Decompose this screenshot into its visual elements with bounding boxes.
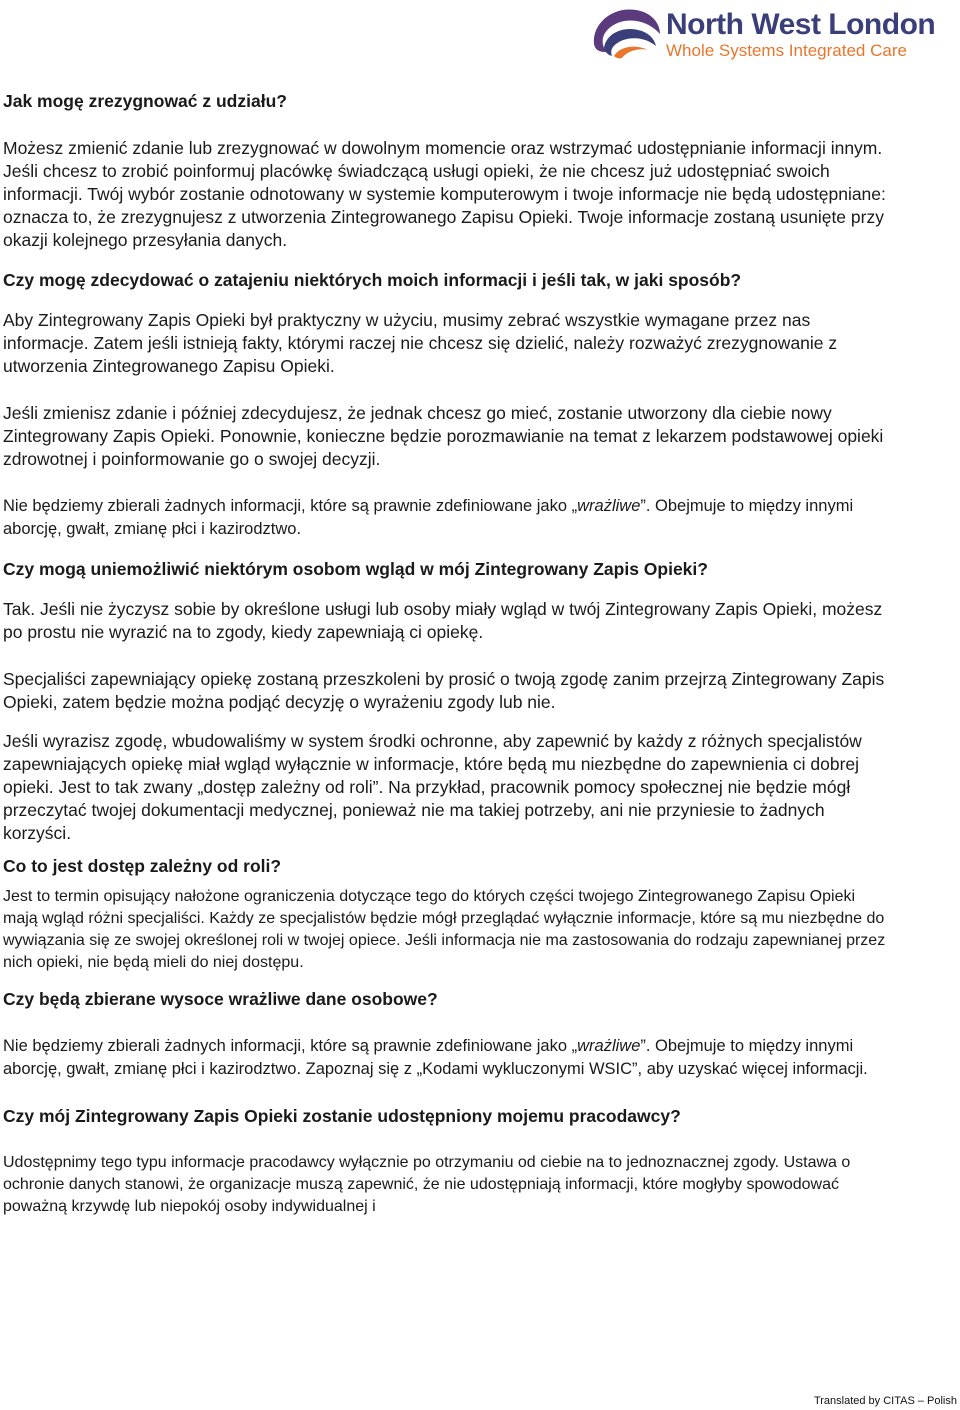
heading-sensitive-data: Czy będą zbierane wysoce wrażliwe dane osobowe? — [3, 989, 438, 1009]
document-body — [3, 90, 893, 1218]
paragraph-role-based-definition: Jest to termin opisujący nałożone ograniczenia dotyczące tego do których części twojego Zintegrowanego Zapisu Opieki mają wgląd różni specjaliści. Każdy ze specjalistów będzie mógł przeglądać wyłącznie informacje, które są mu niezbędne do wywiązania się ze swojej określonej roli w twojej opiece. Jeśli informacja nie ma zastosowania do rodzaju zapewnianej przez nich opieki, nie będą mieli do niej dostępu. — [3, 888, 886, 971]
paragraph-sensitive-2: Nie będziemy zbierali żadnych informacji, które są prawnie zdefiniowane jako „wrażliwe”. Obejmuje to między innymi aborcję, gwałt, zmianę płci i kazirodztwo. Zapoznaj się z „Kodami wykluczonymi WSIC”, aby uzyskać więcej informacji. — [3, 1037, 868, 1078]
heading-opt-out: Jak mogę zrezygnować z udziału? — [3, 91, 287, 111]
logo-subtitle: Whole Systems Integrated Care — [666, 41, 907, 60]
paragraph-sensitive-1: Nie będziemy zbierali żadnych informacji, które są prawnie zdefiniowane jako „wrażliwe”. Obejmuje to między innymi aborcję, gwałt, zmianę płci i kazirodztwo. — [3, 497, 854, 538]
heading-employer: Czy mój Zintegrowany Zapis Opieki zostanie udostępniony mojemu pracodawcy? — [3, 1106, 681, 1126]
logo-swirl-icon — [588, 4, 662, 66]
paragraph-opt-out: Możesz zmienić zdanie lub zrezygnować w dowolnym momencie oraz wstrzymać udostępnianie informacji innym. Jeśli chcesz to zrobić poinformuj placówkę świadczącą usługi opieki, że nie chcesz już udostępniać swoich informacji. Twój wybór zostanie odnotowany w systemie komputerowym i twoje informacje nie będą udostępniane: oznacza to, że zrezygnujesz z utworzenia Zintegrowanego Zapisu Opieki. Twoje informacje zostaną usunięte przy okazji kolejnego przesyłania danych. — [3, 138, 886, 250]
paragraph-consent: Specjaliści zapewniający opiekę zostaną przeszkoleni by prosić o twoją zgodę zanim przejrzą Zintegrowany Zapis Opieki, zatem będzie można podjąć decyzję o wyrażeniu zgody lub nie. — [3, 669, 885, 712]
footer-credit: Translated by CITAS – Polish — [813, 1395, 957, 1407]
paragraph-withhold: Aby Zintegrowany Zapis Opieki był praktyczny w użyciu, musimy zebrać wszystkie wymagane przez nas informacje. Zatem jeśli istnieją fakty, którymi raczej nie chcesz się dzielić, należy rozważyć zrezygnowanie z utworzenia Zintegrowanego Zapisu Opieki. — [3, 310, 838, 376]
heading-withhold: Czy mogę zdecydować o zatajeniu niektórych moich informacji i jeśli tak, w jaki sposób? — [3, 270, 742, 290]
paragraph-role-based: Jeśli wyrazisz zgodę, wbudowaliśmy w system środki ochronne, aby zapewnić by każdy z różnych specjalistów zapewniających opiekę miał wgląd wyłącznie w informacje, które będą mu niezbędne do zapewnienia ci dobrej opieki. Jest to tak zwany „dostęp zależny od roli”. Na przykład, pracownik pomocy społecznej nie będzie mógł przeczytać twojej dokumentacji medycznej, ponieważ nie ma takiej potrzeby, ani nie przyniesie to żadnych korzyści. — [3, 731, 862, 843]
heading-role-based-access: Co to jest dostęp zależny od roli? — [3, 856, 282, 876]
paragraph-prevent-access: Tak. Jeśli nie życzysz sobie by określone usługi lub osoby miały wgląd w twój Zintegrowany Zapis Opieki, możesz po prostu nie wyrazić na to zgody, kiedy zapewniają ci opiekę. — [3, 599, 883, 642]
logo-title: North West London — [666, 8, 936, 41]
paragraph-employer: Udostępnimy tego typu informacje pracodawcy wyłącznie po otrzymaniu od ciebie na to jednoznacznej zgody. Ustawa o ochronie danych stanowi, że organizacje muszą zapewnić, że nie udostępniają informacji, które mogłyby spowodować poważną krzywdę lub niepokój osoby indywidualnej i — [3, 1154, 851, 1215]
paragraph-change-mind: Jeśli zmienisz zdanie i później zdecydujesz, że jednak chcesz go mieć, zostanie utworzony dla ciebie nowy Zintegrowany Zapis Opieki. Ponownie, konieczne będzie porozmawianie na temat z lekarzem podstawowej opieki zdrowotnej i poinformowanie go o swojej decyzji. — [3, 403, 884, 469]
heading-prevent-access: Czy mogą uniemożliwić niektórym osobom wgląd w mój Zintegrowany Zapis Opieki? — [3, 559, 708, 579]
nwl-logo — [588, 4, 948, 66]
